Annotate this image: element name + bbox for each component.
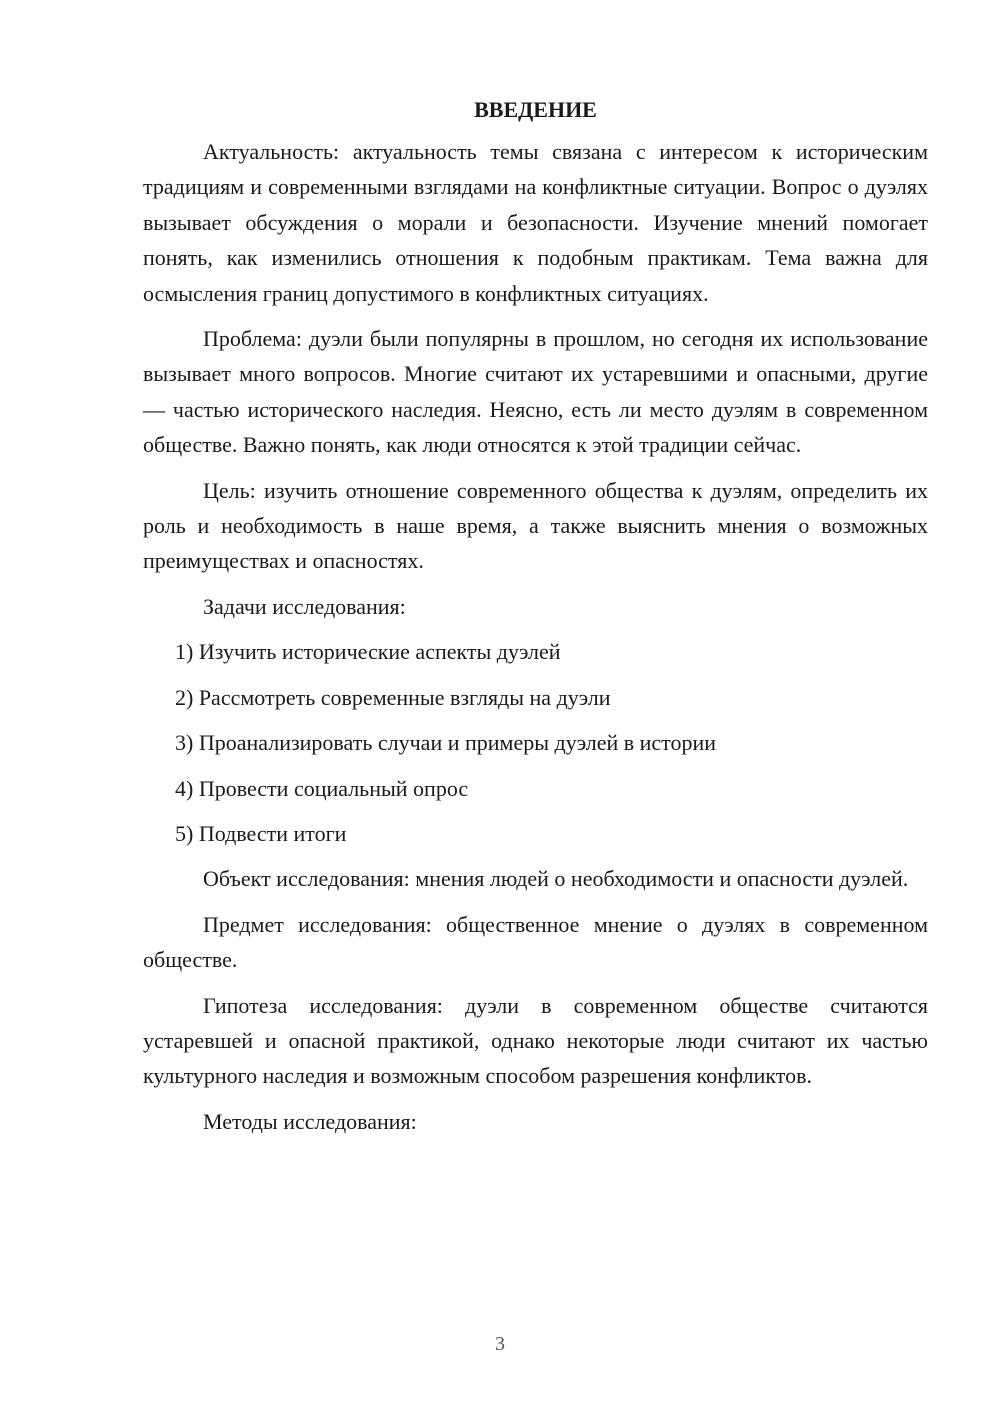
tasks-list	[143, 634, 928, 851]
list-item: 2) Рассмотреть современные взгляды на дуэли	[175, 684, 611, 710]
problem-paragraph: Проблема: дуэли были популярны в прошлом, но сегодня их использование вызывает много вопросов. Многие считают их устаревшими и опасными, другие — частью исторического наследия. Неясно, есть ли место дуэлям в современном обществе. Важно понять, как люди относятся к этой традиции сейчас.	[143, 326, 928, 458]
hypothesis-paragraph: Гипотеза исследования: дуэли в современном обществе считаются устаревшей и опасной практикой, однако некоторые люди считают их частью культурного наследия и возможным способом разрешения конфликтов.	[143, 992, 928, 1089]
methods-heading: Методы исследования:	[203, 1108, 417, 1134]
subject-paragraph: Предмет исследования: общественное мнение о дуэлях в современном обществе.	[143, 911, 928, 973]
tasks-heading: Задачи исследования:	[203, 593, 406, 619]
list-item: 4) Провести социальный опрос	[175, 775, 469, 801]
page-number: 3	[495, 1333, 505, 1355]
relevance-paragraph: Актуальность: актуальность темы связана с интересом к историческим традициям и современными взглядами на конфликтные ситуации. Вопрос о дуэлях вызывает обсуждения о морали и безопасности. Изучение мнений помогает понять, как изменились отношения к подобным практикам. Тема важна для осмысления границ допустимого в конфликтных ситуациях.	[143, 139, 928, 306]
object-paragraph: Объект исследования: мнения людей о необходимости и опасности дуэлей.	[203, 866, 909, 892]
section-title: ВВЕДЕНИЕ	[474, 97, 597, 122]
goal-paragraph: Цель: изучить отношение современного общества к дуэлям, определить их роль и необходимость в наше время, а также выяснить мнения о возможных преимуществах и опасностях.	[143, 477, 928, 574]
list-item: 3) Проанализировать случаи и примеры дуэлей в истории	[175, 730, 717, 756]
list-item: 1) Изучить исторические аспекты дуэлей	[175, 639, 561, 665]
list-item: 5) Подвести итоги	[175, 820, 347, 846]
document-page	[143, 92, 928, 1149]
